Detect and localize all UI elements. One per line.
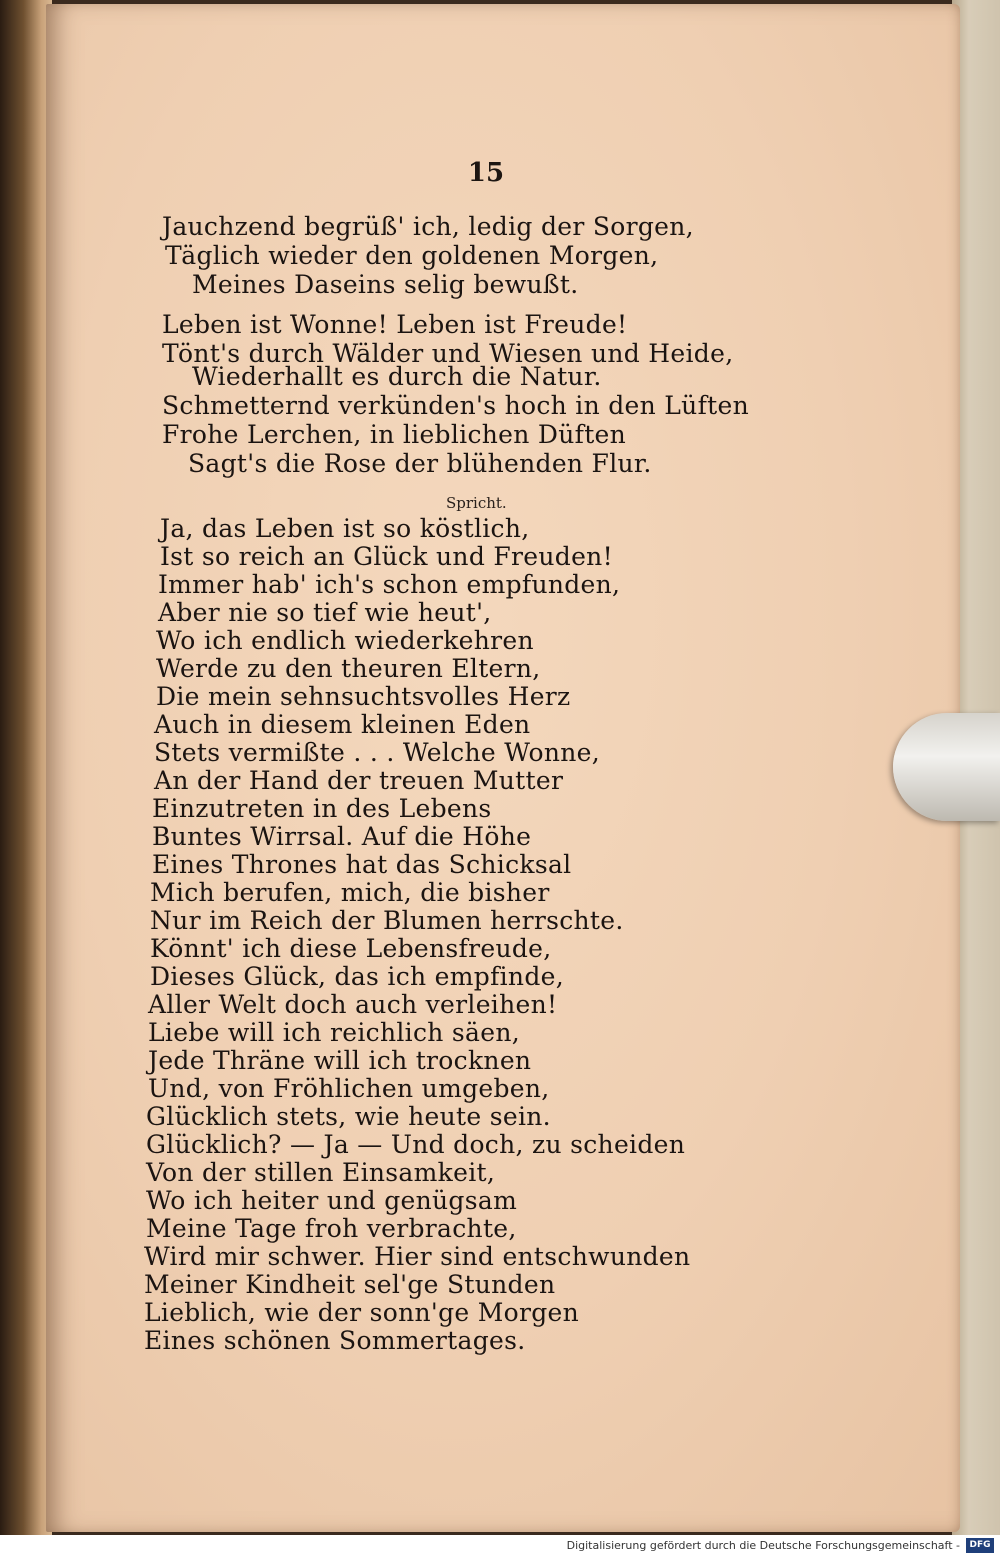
page-clip <box>893 713 1000 821</box>
verse-line: Immer hab' ich's schon empfunden, <box>158 570 621 599</box>
book-spine-edge <box>0 0 52 1535</box>
verse-line: Glücklich? — Ja — Und doch, zu scheiden <box>146 1130 686 1159</box>
verse-line: Wo ich heiter und genügsam <box>146 1186 518 1215</box>
verse-line: Einzutreten in des Lebens <box>152 794 492 823</box>
verse-line: Eines schönen Sommertages. <box>144 1326 526 1355</box>
dfg-logo: DFG <box>966 1538 994 1553</box>
verse-line: Wo ich endlich wiederkehren <box>156 626 534 655</box>
verse-line: Könnt' ich diese Lebensfreude, <box>150 934 552 963</box>
page-number: 15 <box>467 158 505 188</box>
verse-line: Frohe Lerchen, in lieblichen Düften <box>162 420 627 449</box>
verse-line: Liebe will ich reichlich säen, <box>148 1018 520 1047</box>
verse-line: Dieses Glück, das ich empfinde, <box>150 962 564 991</box>
verse-line: Lieblich, wie der sonn'ge Morgen <box>144 1298 580 1327</box>
verse-line: Wird mir schwer. Hier sind entschwunden <box>144 1242 691 1271</box>
verse-line: Von der stillen Einsamkeit, <box>146 1158 496 1187</box>
verse-line: Nur im Reich der Blumen herrschte. <box>150 906 624 935</box>
verse-line: Schmetternd verkünden's hoch in den Lüften <box>162 391 749 420</box>
speaker-direction: Spricht. <box>446 494 507 512</box>
verse-line: Ist so reich an Glück und Freuden! <box>160 542 613 571</box>
verse-line: Leben ist Wonne! Leben ist Freude! <box>162 310 628 339</box>
verse-line: Ja, das Leben ist so köstlich, <box>160 514 530 543</box>
verse-line: Meine Tage froh verbrachte, <box>146 1214 517 1243</box>
verse-line: Eines Thrones hat das Schicksal <box>152 850 572 879</box>
verse-line: Täglich wieder den goldenen Morgen, <box>165 241 659 270</box>
digitization-footer <box>0 1535 1000 1557</box>
verse-line: Sagt's die Rose der blühenden Flur. <box>188 449 652 478</box>
verse-line: Meiner Kindheit sel'ge Stunden <box>144 1270 556 1299</box>
verse-line: Die mein sehnsuchtsvolles Herz <box>156 682 571 711</box>
verse-line: Wiederhallt es durch die Natur. <box>192 362 602 391</box>
funding-notice: Digitalisierung gefördert durch die Deutsche Forschungsgemeinschaft - <box>566 1539 960 1552</box>
verse-line: Mich berufen, mich, die bisher <box>150 878 550 907</box>
verse-line: Auch in diesem kleinen Eden <box>154 710 531 739</box>
verse-line: Werde zu den theuren Eltern, <box>156 654 541 683</box>
verse-line: An der Hand der treuen Mutter <box>154 766 564 795</box>
verse-line: Glücklich stets, wie heute sein. <box>146 1102 551 1131</box>
verse-line: Stets vermißte . . . Welche Wonne, <box>154 738 601 767</box>
verse-line: Und, von Fröhlichen umgeben, <box>148 1074 550 1103</box>
verse-line: Buntes Wirrsal. Auf die Höhe <box>152 822 532 851</box>
verse-line: Aller Welt doch auch verleihen! <box>148 990 558 1019</box>
verse-line: Jede Thräne will ich trocknen <box>148 1046 532 1075</box>
verse-line: Aber nie so tief wie heut', <box>158 598 492 627</box>
verse-line: Tönt's durch Wälder und Wiesen und Heide, <box>162 339 734 368</box>
verse-line: Meines Daseins selig bewußt. <box>192 270 579 299</box>
verse-line: Jauchzend begrüß' ich, ledig der Sorgen, <box>162 212 694 241</box>
